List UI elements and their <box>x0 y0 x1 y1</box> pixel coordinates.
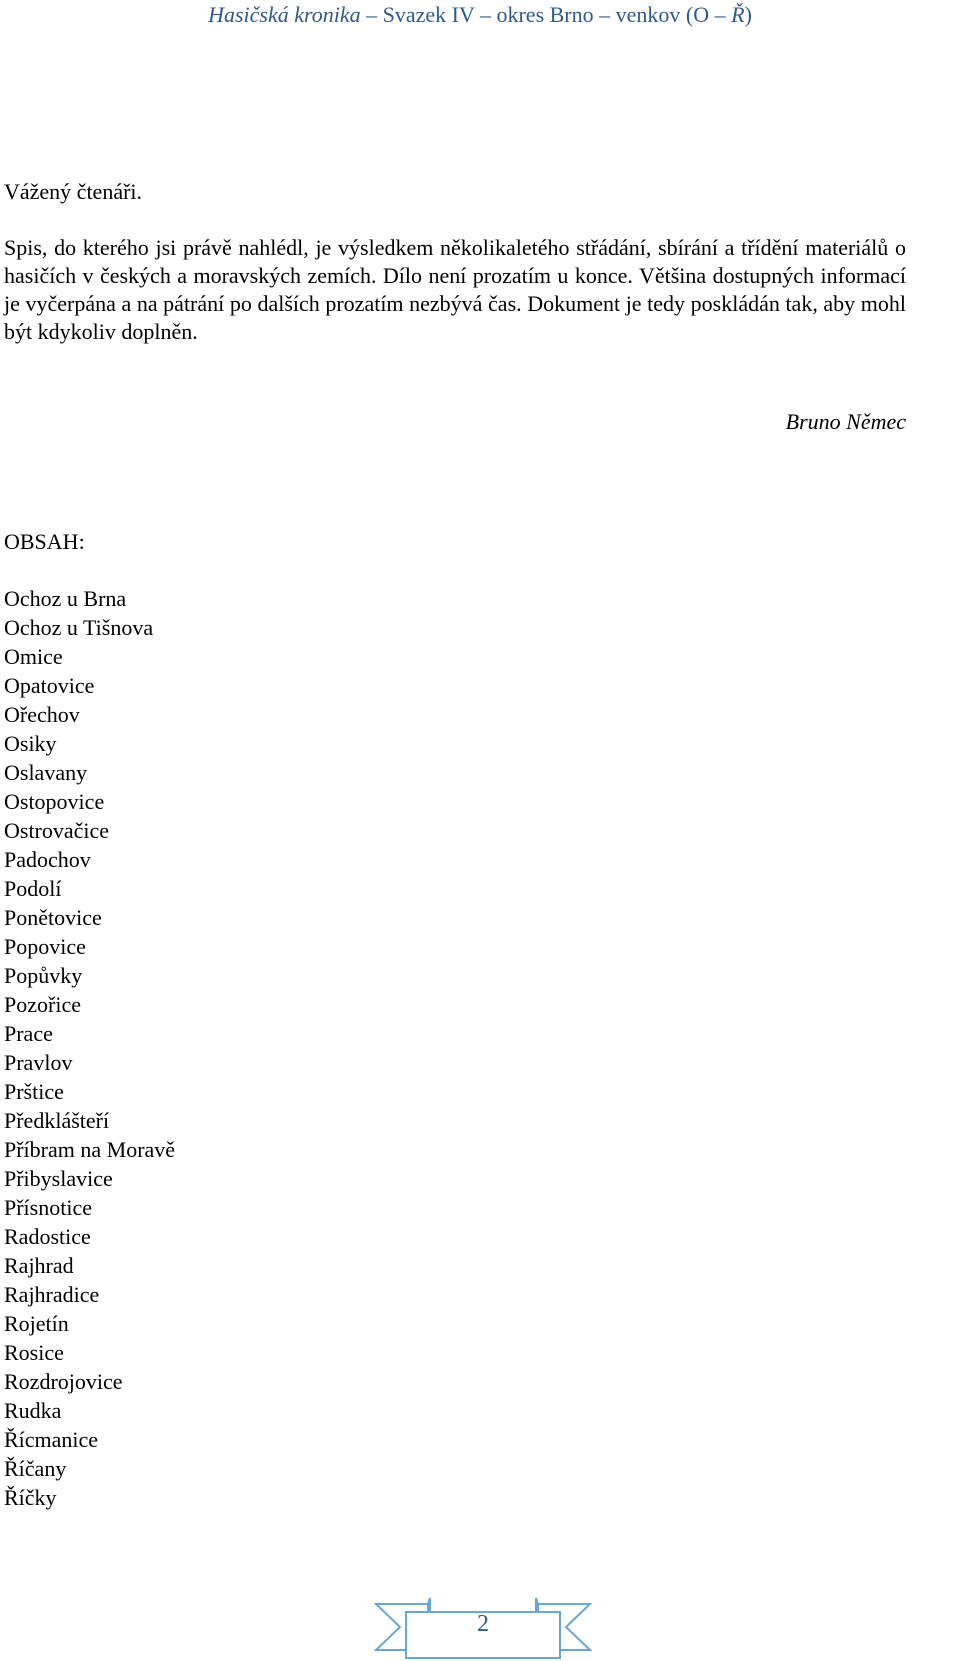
toc-item: Rudka <box>4 1398 62 1423</box>
toc-item: Říčany <box>4 1456 67 1481</box>
toc-item: Oslavany <box>4 760 88 785</box>
header-separator: – <box>360 2 383 27</box>
toc-item: Přibyslavice <box>4 1166 113 1191</box>
toc-item: Rajhrad <box>4 1253 74 1278</box>
toc-item: Příbram na Moravě <box>4 1137 176 1162</box>
header-range-prefix: (O – <box>680 2 732 27</box>
toc-item: Rojetín <box>4 1311 69 1336</box>
toc-item: Prace <box>4 1021 53 1046</box>
toc-item: Radostice <box>4 1224 91 1249</box>
toc-item: Ořechov <box>4 702 80 727</box>
header-volume: Svazek IV <box>382 2 475 27</box>
toc-item: Popovice <box>4 934 86 959</box>
toc-item: Ochoz u Tišnova <box>4 615 154 640</box>
toc-item: Prštice <box>4 1079 64 1104</box>
header-region: venkov <box>615 2 681 27</box>
greeting: Vážený čtenáři. <box>4 179 143 204</box>
toc-item: Ostopovice <box>4 789 105 814</box>
toc-item: Podolí <box>4 876 62 901</box>
toc-item: Opatovice <box>4 673 95 698</box>
toc-item: Rozdrojovice <box>4 1369 123 1394</box>
toc-item: Ochoz u Brna <box>4 586 127 611</box>
toc-item: Ostrovačice <box>4 818 110 843</box>
header-title: Hasičská kronika <box>208 2 361 27</box>
header-range-letter: Ř <box>731 2 745 27</box>
header-district: okres Brno <box>496 2 594 27</box>
toc-item: Předklášteří <box>4 1108 110 1133</box>
toc-item: Ponětovice <box>4 905 102 930</box>
toc-item: Pozořice <box>4 992 81 1017</box>
toc-item: Omice <box>4 644 63 669</box>
header-separator: – <box>593 2 616 27</box>
header-range-suffix: ) <box>744 2 752 27</box>
toc-item: Rajhradice <box>4 1282 100 1307</box>
toc-item: Osiky <box>4 731 57 756</box>
intro-paragraph: Spis, do kterého jsi právě nahlédl, je výsledkem několikaletého střádání, sbírání a třídění materiálů o hasičích v českých a moravských zemích. Dílo není prozatím u konce. Většina dostupných informací je vyčerpána a na pátrání po dalších prozatím nezbývá čas. Dokument je tedy poskládán tak, aby mohl být kdykoliv doplněn. <box>4 235 906 344</box>
toc-item: Přísnotice <box>4 1195 92 1220</box>
toc-heading: OBSAH: <box>4 529 85 554</box>
toc-item: Říčky <box>4 1485 57 1510</box>
running-header <box>0 2 960 28</box>
toc-item: Padochov <box>4 847 91 872</box>
toc-item: Pravlov <box>4 1050 73 1075</box>
toc-list <box>4 584 175 1512</box>
toc-item: Řícmanice <box>4 1427 99 1452</box>
author-signature: Bruno Němec <box>785 409 906 434</box>
header-separator: – <box>474 2 497 27</box>
page-number: 2 <box>477 1611 489 1637</box>
toc-item: Rosice <box>4 1340 64 1365</box>
toc-item: Popůvky <box>4 963 83 988</box>
